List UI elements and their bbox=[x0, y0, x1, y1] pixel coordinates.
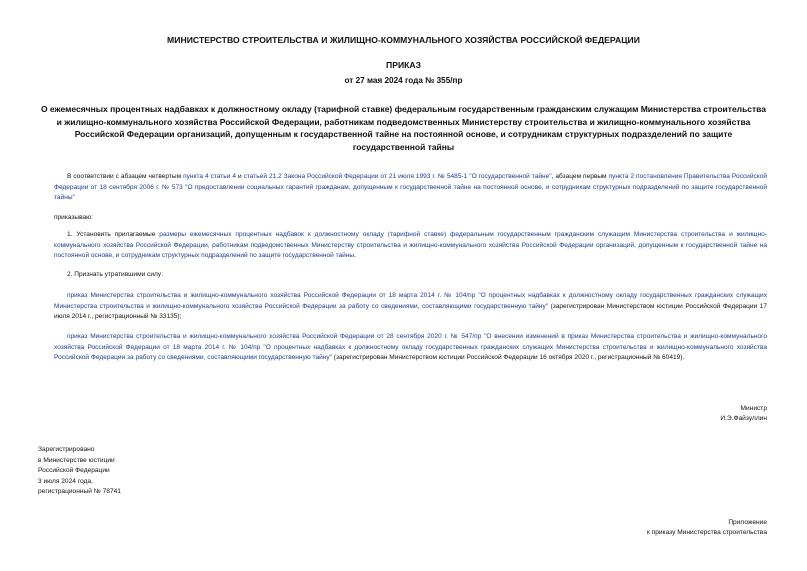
text: 1. Установить прилагаемые bbox=[67, 231, 160, 238]
registration-number: регистрационный № 78741 bbox=[38, 488, 121, 496]
signer-position: Министр bbox=[740, 405, 767, 412]
appendix-reference: к приказу Министерства строительства bbox=[646, 529, 767, 537]
registration-block bbox=[38, 445, 121, 498]
appendix-label: Приложение bbox=[728, 519, 767, 526]
registration-line: Российской Федерации bbox=[38, 467, 110, 475]
text: (зарегистрирован Министерством юстиции Российской Федерации 17 июля 2014 г., регистрационный № 33135); bbox=[54, 302, 767, 321]
order-104-link[interactable]: приказ Министерства строительства и жилищно-коммунального хозяйства Российской Федерации от 18 марта 2014 г. № 104/пр "О процентных надбавках к должностному окладу государственных гражданских служащих Министерства строительства и жилищно-коммунального хозяйства Российской Федерации за работу со сведениями, составляющими государственную тайну" bbox=[54, 292, 767, 310]
resolution-link[interactable]: пункта 2 постановления Правительства Российской Федерации от 18 сентября 2006 г. № 573 "О предоставлении социальных гарантий гражданам, допущенным к государственной тайне на постоянной основе, и сотрудникам структурных подразделений по защите государственной тайны" bbox=[54, 173, 767, 202]
signature-block bbox=[720, 404, 767, 424]
clause-1 bbox=[54, 230, 767, 262]
clause-2: 2. Признать утратившими силу: bbox=[67, 271, 163, 278]
document-title: О ежемесячных процентных надбавках к должностному окладу (тарифной ставке) федеральным государственным гражданским служащим Министерства строительства и жилищно-коммунального хозяйства Российской Федерации, работникам подведомственных Министерству строительства и жилищно-коммунального хозяйства Российской Федерации организаций, допущенным к государственной тайне на постоянной основе, и сотрудникам структурных подразделений по защите государственной тайны bbox=[40, 104, 767, 152]
registration-line: в Министерстве юстиции bbox=[38, 456, 115, 464]
repealed-order-2 bbox=[54, 332, 767, 364]
ministry-heading: МИНИСТЕРСТВО СТРОИТЕЛЬСТВА И ЖИЛИЩНО-КОММУНАЛЬНОГО ХОЗЯЙСТВА РОССИЙСКОЙ ФЕДЕРАЦИИ bbox=[167, 35, 640, 45]
text: . bbox=[354, 252, 356, 260]
order-word: приказываю: bbox=[54, 214, 93, 221]
text: (зарегистрирован Министерством юстиции Российской Федерации 16 октября 2020 г., регистрационный № 60419). bbox=[331, 354, 685, 362]
text: и bbox=[235, 173, 244, 180]
law-link-2[interactable]: статьей 21.2 Закона Российской Федерации от 21 июля 1993 г. № 5485-1 "О государственной тайне" bbox=[243, 173, 552, 180]
signer-name: И.Э.Файзуллин bbox=[720, 415, 767, 423]
allowance-sizes-link[interactable]: размеры ежемесячных процентных надбавок к должностному окладу (тарифной ставке) федеральным государственным гражданским служащим Министерства строительства и жилищно-коммунального хозяйства Российской Федерации, работникам подведомственных Министерству строительства и жилищно-коммунального хозяйства Российской Федерации организаций, допущенным к государственной тайне на постоянной основе, и сотрудникам структурных подразделений по защите государственной тайны bbox=[54, 231, 768, 260]
registration-line: Зарегистрировано bbox=[38, 446, 95, 453]
law-link-1[interactable]: пункта 4 статьи 4 bbox=[183, 173, 236, 180]
registration-date: 3 июля 2024 года, bbox=[38, 477, 93, 485]
document-date-number: от 27 мая 2024 года № 355/пр bbox=[344, 76, 463, 85]
appendix-header bbox=[647, 518, 767, 538]
document-type: ПРИКАЗ bbox=[386, 60, 421, 70]
repealed-order-1 bbox=[54, 291, 767, 323]
text: , абзацем первым bbox=[551, 173, 609, 180]
order-547-link[interactable]: приказ Министерства строительства и жилищно-коммунального хозяйства Российской Федерации от 28 сентября 2020 г. № 547/пр "О внесении изменений в приказ Министерства строительства и жилищно-коммунального хозяйства Российской Федерации от 18 марта 2014 г. № 104/пр "О процентных надбавках к должностному окладу государственных гражданских служащих Министерства строительства и жилищно-коммунального хозяйства Российской Федерации за работу со сведениями, составляющими государственную тайну" bbox=[54, 333, 767, 362]
preamble-paragraph bbox=[54, 172, 767, 204]
text: В соответствии с абзацем четвертым bbox=[67, 173, 184, 180]
